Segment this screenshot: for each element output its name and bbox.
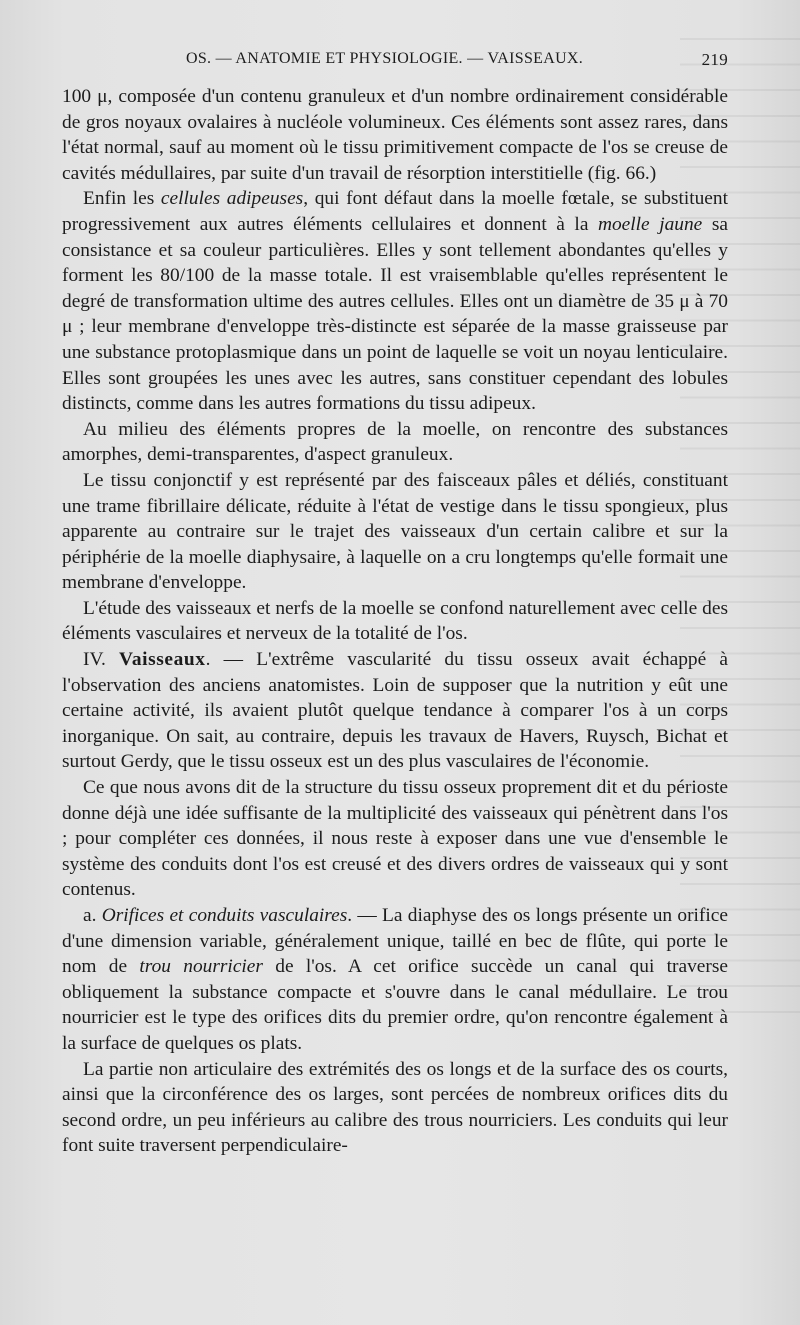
italic-term: trou nourricier [139,956,263,978]
paragraph-adipose-cells [62,186,728,416]
paragraph-text: La partie non articulaire des extrémités des os longs et de la surface des os courts, ainsi que la circonférence des os larges, sont percées de nombreux orifices dits du second ordre, un peu inférieurs au calibre des trous nourriciers. Les conduits qui leur font suite traversent perpendiculaire- [62,1058,728,1157]
paragraph-text: . — L'extrême vascularité du tissu osseux avait échappé à l'observation des anciens anatomistes. Loin de supposer que la nutrition y eût une certaine activité, ils avaient plutôt quelque tendance à comparer l'os à un corps inorganique. On sait, au contraire, depuis les travaux de Havers, Ruysch, Bichat et surtout Gerdy, que le tissu osseux est un des plus vasculaires de l'économie. [62,649,728,773]
italic-term: cellules adipeuses [160,188,304,210]
paragraph-continuation [62,84,728,186]
paragraph-text: de l'os. A cet orifice succède un canal qui traverse obliquement la substance compacte et s'ouvre dans le canal médullaire. Le trou nourricier est le type des orifices dits du premier ordre, qu'on rencontre également à la surface de quelques os plats. [62,956,728,1054]
paragraph-vessels-nerves [62,596,728,647]
paragraph-second-order-orifices [62,1057,728,1159]
paragraph-text: Au milieu des éléments propres de la moelle, on rencontre des substances amorphes, demi-transparentes, d'aspect granuleux. [62,418,728,466]
paragraph-text: . — La diaphyse des os longs présente un orifice d'une dimension variable, généralement unique, taillé en bec de flûte, qui porte le nom de [62,905,728,978]
paragraph-text: L'étude des vaisseaux et nerfs de la moelle se confond naturellement avec celle des éléments vasculaires et nerveux de la totalité de l'os. [62,597,728,645]
running-head: OS. — ANATOMIE ET PHYSIOLOGIE. — VAISSEAUX. [186,50,584,67]
paragraph-text: Le tissu conjonctif y est représenté par des faisceaux pâles et déliés, constituant une trame fibrillaire délicate, réduite à l'état de vestige dans le tissu spongieux, plus apparente au contraire sur le trajet des vaisseaux d'un certain calibre et sur la périphérie de la moelle diaphysaire, à laquelle on a cru longtemps qu'elle formait une membrane d'enveloppe. [62,469,728,594]
subsection-heading: Orifices et conduits vasculaires [101,905,348,926]
body-text [62,84,728,1159]
subsection-letter: a. [83,905,102,926]
section-vaisseaux [62,647,728,775]
paragraph-text: 100 μ, composée d'un contenu granuleux et d'un nombre ordinairement considérable de gros noyaux ovalaires à nucléole volumineux. Ces éléments sont assez rares, dans l'état normal, sauf au moment où le tissu primitivement compacte de l'os se creuse de cavités médullaires, par suite d'un travail de résorption interstitielle (fig. 66.) [62,86,728,184]
paragraph-text: Ce que nous avons dit de la structure du tissu osseux proprement dit et du périoste donne déjà une idée suffisante de la multiplicité des vaisseaux qui pénètrent dans l'os ; pour compléter ces données, il nous reste à exposer dans une vue d'ensemble le système des conduits dont l'os est creusé et des divers ordres de vaisseaux qui y sont contenus. [62,777,728,901]
paragraph-structure-summary [62,775,728,903]
page-header [62,50,728,76]
section-number: IV. [83,649,120,671]
italic-term: moelle jaune [597,213,703,235]
subsection-orifices [62,903,728,1057]
section-heading: Vaisseaux [119,649,206,671]
paragraph-text: Enfin les [83,188,161,210]
paragraph-connective-tissue [62,468,728,596]
page-number: 219 [701,50,728,69]
paragraph-text: sa consistance et sa couleur particulières. Elles y sont tellement abondantes qu'elles y forment les 80/100 de la masse totale. Il est vraisemblable qu'elles représentent le degré de transformation ultime des autres cellules. Elles ont un diamètre de 35 μ à 70 μ ; leur membrane d'enveloppe très-distincte est séparée de la masse graisseuse par une substance protoplasmique dans un point de laquelle se voit un noyau lenticulaire. Elles sont groupées les unes avec les autres, sans constituer cependant des lobules distincts, comme dans les autres formations du tissu adipeux. [62,213,728,415]
paragraph-amorphous-substances [62,417,728,468]
paragraph-text: , qui font défaut dans la moelle fœtale, se substituent progressivement aux autres éléments cellulaires et donnent à la [62,188,728,235]
